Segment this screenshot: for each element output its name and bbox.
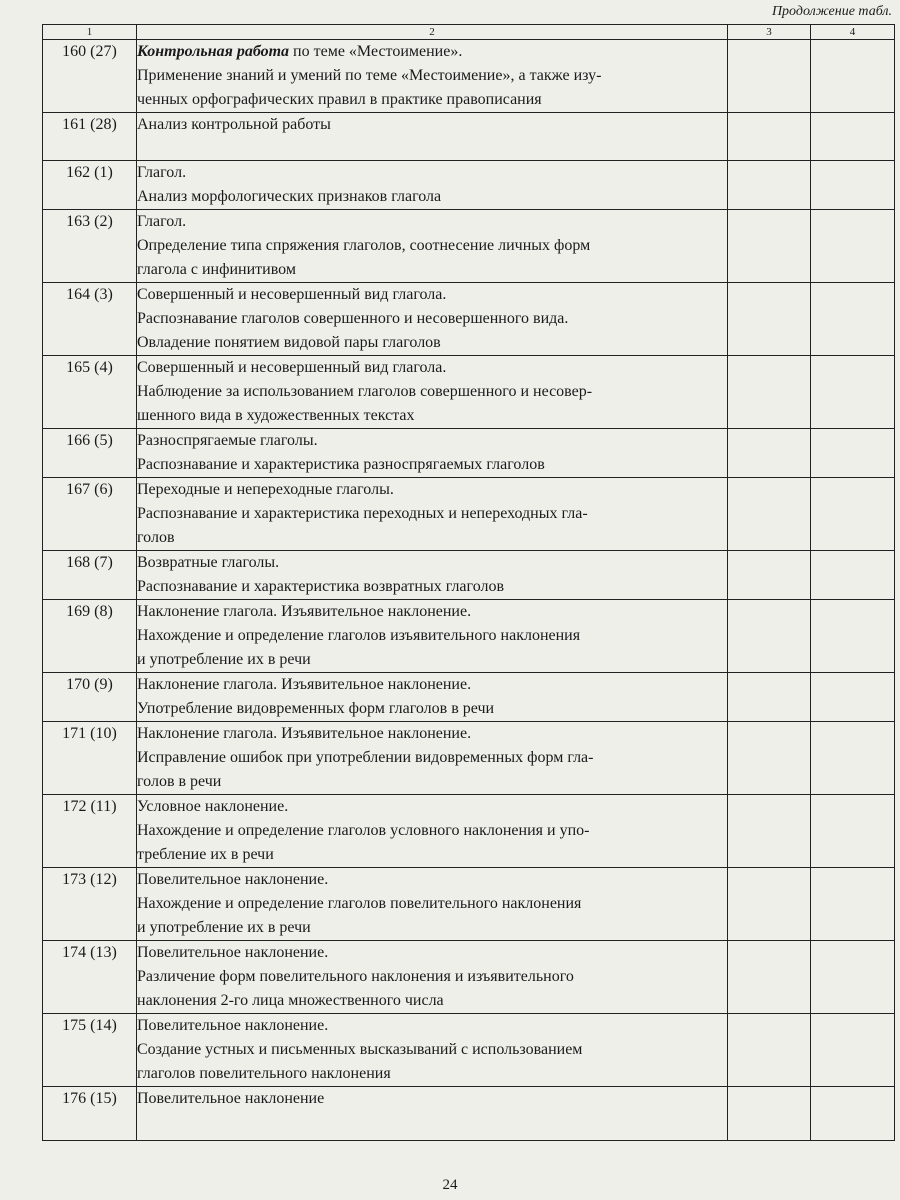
lesson-topic-line: Распознавание и характеристика переходных и непереходных гла- xyxy=(137,505,588,522)
table-row xyxy=(43,941,895,1014)
table-row xyxy=(43,1014,895,1087)
empty-col4-cell xyxy=(811,283,895,356)
lesson-topic-line: требление их в речи xyxy=(137,846,274,863)
empty-col3-cell xyxy=(728,161,811,210)
lesson-number: 175 (14) xyxy=(43,1014,137,1087)
lesson-topic-line: Переходные и непереходные глаголы. xyxy=(137,481,394,498)
table-row xyxy=(43,795,895,868)
lesson-topic-line: Распознавание и характеристика разноспрягаемых глаголов xyxy=(137,456,545,473)
lesson-number: 172 (11) xyxy=(43,795,137,868)
lesson-topic-line: глагола с инфинитивом xyxy=(137,261,296,278)
lesson-number: 173 (12) xyxy=(43,868,137,941)
empty-col4-cell xyxy=(811,478,895,551)
lesson-plan-table xyxy=(42,24,895,1141)
lesson-topic-line: Овладение понятием видовой пары глаголов xyxy=(137,334,441,351)
lesson-topic-line: ченных орфографических правил в практике правописания xyxy=(137,91,542,108)
lesson-type-label: Контрольная работа xyxy=(137,43,290,60)
lesson-topic-line: Возвратные глаголы. xyxy=(137,554,280,571)
lesson-number: 169 (8) xyxy=(43,600,137,673)
empty-col4-cell xyxy=(811,161,895,210)
lesson-topic-line: Анализ контрольной работы xyxy=(137,116,331,133)
lesson-topic-line: голов в речи xyxy=(137,773,222,790)
lesson-number: 167 (6) xyxy=(43,478,137,551)
lesson-topic xyxy=(137,551,728,600)
lesson-topic-line: Исправление ошибок при употреблении видовременных форм гла- xyxy=(137,749,594,766)
lesson-topic xyxy=(137,283,728,356)
lesson-topic xyxy=(137,1087,728,1141)
empty-col3-cell xyxy=(728,429,811,478)
table-row xyxy=(43,600,895,673)
empty-col4-cell xyxy=(811,356,895,429)
lesson-number: 164 (3) xyxy=(43,283,137,356)
table-row xyxy=(43,210,895,283)
lesson-topic-line: Различение форм повелительного наклонения и изъявительного xyxy=(137,968,574,985)
lesson-number: 171 (10) xyxy=(43,722,137,795)
lesson-topic-line: Наблюдение за использованием глаголов совершенного и несовер- xyxy=(137,383,593,400)
lesson-topic xyxy=(137,722,728,795)
lesson-topic-line: Определение типа спряжения глаголов, соотнесение личных форм xyxy=(137,237,591,254)
empty-col4-cell xyxy=(811,941,895,1014)
lesson-topic-line: Нахождение и определение глаголов изъявительного наклонения xyxy=(137,627,581,644)
lesson-topic-line: Глагол. xyxy=(137,164,187,181)
table-row xyxy=(43,161,895,210)
empty-col3-cell xyxy=(728,673,811,722)
empty-col3-cell xyxy=(728,795,811,868)
lesson-topic xyxy=(137,1014,728,1087)
lesson-topic xyxy=(137,941,728,1014)
lesson-topic-line xyxy=(137,40,727,64)
table-row xyxy=(43,356,895,429)
lesson-topic-line: Применение знаний и умений по теме «Местоимение», а также изу- xyxy=(137,67,602,84)
empty-col4-cell xyxy=(811,1087,895,1141)
lesson-topic-line: Наклонение глагола. Изъявительное наклонение. xyxy=(137,676,472,693)
lesson-topic-line: наклонения 2-го лица множественного числа xyxy=(137,992,444,1009)
empty-col4-cell xyxy=(811,868,895,941)
page-number: 24 xyxy=(442,1177,458,1193)
lesson-topic-line: Создание устных и письменных высказываний с использованием xyxy=(137,1041,583,1058)
table-row xyxy=(43,429,895,478)
empty-col4-cell xyxy=(811,673,895,722)
table-row xyxy=(43,673,895,722)
empty-col4-cell xyxy=(811,40,895,113)
lesson-topic-line: Повелительное наклонение xyxy=(137,1090,325,1107)
empty-col3-cell xyxy=(728,551,811,600)
table-row xyxy=(43,722,895,795)
empty-col3-cell xyxy=(728,1014,811,1087)
lesson-topic xyxy=(137,210,728,283)
lesson-topic-line: Распознавание глаголов совершенного и несовершенного вида. xyxy=(137,310,569,327)
lesson-number: 166 (5) xyxy=(43,429,137,478)
lesson-number: 165 (4) xyxy=(43,356,137,429)
lesson-topic-line: Нахождение и определение глаголов повелительного наклонения xyxy=(137,895,582,912)
lesson-topic-line: Наклонение глагола. Изъявительное наклонение. xyxy=(137,725,472,742)
empty-col3-cell xyxy=(728,722,811,795)
empty-col4-cell xyxy=(811,600,895,673)
column-header-4: 4 xyxy=(811,25,895,40)
table-row xyxy=(43,868,895,941)
empty-col4-cell xyxy=(811,722,895,795)
lesson-topic-line: голов xyxy=(137,529,175,546)
lesson-topic-line: Повелительное наклонение. xyxy=(137,871,329,888)
lesson-topic-line: Условное наклонение. xyxy=(137,798,289,815)
empty-col3-cell xyxy=(728,356,811,429)
lesson-topic-line: Употребление видовременных форм глаголов в речи xyxy=(137,700,495,717)
lesson-topic xyxy=(137,868,728,941)
lesson-topic-line: Нахождение и определение глаголов условного наклонения и упо- xyxy=(137,822,590,839)
empty-col3-cell xyxy=(728,283,811,356)
lesson-topic-line: Анализ морфологических признаков глагола xyxy=(137,188,442,205)
lesson-topic xyxy=(137,795,728,868)
table-row xyxy=(43,40,895,113)
table-row xyxy=(43,1087,895,1141)
lesson-topic-line: Совершенный и несовершенный вид глагола. xyxy=(137,286,447,303)
lesson-topic-line: Распознавание и характеристика возвратных глаголов xyxy=(137,578,505,595)
empty-col4-cell xyxy=(811,1014,895,1087)
lesson-topic-line: и употребление их в речи xyxy=(137,919,311,936)
empty-col3-cell xyxy=(728,868,811,941)
lesson-number: 170 (9) xyxy=(43,673,137,722)
lesson-topic xyxy=(137,429,728,478)
lesson-number: 163 (2) xyxy=(43,210,137,283)
lesson-topic-line: Повелительное наклонение. xyxy=(137,944,329,961)
empty-col4-cell xyxy=(811,210,895,283)
lesson-topic-line: Совершенный и несовершенный вид глагола. xyxy=(137,359,447,376)
lesson-topic xyxy=(137,673,728,722)
lesson-number: 176 (15) xyxy=(43,1087,137,1141)
table-row xyxy=(43,551,895,600)
lesson-number: 168 (7) xyxy=(43,551,137,600)
empty-col3-cell xyxy=(728,113,811,161)
lesson-number: 161 (28) xyxy=(43,113,137,161)
lesson-number: 174 (13) xyxy=(43,941,137,1014)
table-row xyxy=(43,283,895,356)
empty-col3-cell xyxy=(728,478,811,551)
lesson-topic xyxy=(137,161,728,210)
lesson-topic xyxy=(137,113,728,161)
lesson-topic-line: шенного вида в художественных текстах xyxy=(137,407,415,424)
empty-col4-cell xyxy=(811,113,895,161)
empty-col3-cell xyxy=(728,600,811,673)
lesson-topic-text: по теме «Местоимение». xyxy=(293,43,463,60)
column-header-1: 1 xyxy=(43,25,137,40)
lesson-number: 160 (27) xyxy=(43,40,137,113)
column-number-row xyxy=(43,25,895,40)
empty-col4-cell xyxy=(811,429,895,478)
empty-col4-cell xyxy=(811,795,895,868)
lesson-topic-line: Наклонение глагола. Изъявительное наклонение. xyxy=(137,603,472,620)
empty-col3-cell xyxy=(728,40,811,113)
lesson-topic xyxy=(137,478,728,551)
lesson-topic-line: Повелительное наклонение. xyxy=(137,1017,329,1034)
lesson-topic xyxy=(137,600,728,673)
empty-col4-cell xyxy=(811,551,895,600)
lesson-number: 162 (1) xyxy=(43,161,137,210)
empty-col3-cell xyxy=(728,941,811,1014)
column-header-3: 3 xyxy=(728,25,811,40)
table-row xyxy=(43,478,895,551)
lesson-topic-line: глаголов повелительного наклонения xyxy=(137,1065,391,1082)
lesson-topic xyxy=(137,356,728,429)
column-header-2: 2 xyxy=(137,25,728,40)
lesson-topic-line: Разноспрягаемые глаголы. xyxy=(137,432,318,449)
empty-col3-cell xyxy=(728,1087,811,1141)
lesson-topic-line: Глагол. xyxy=(137,213,187,230)
table-continuation-label: Продолжение табл. xyxy=(771,4,892,19)
table-row xyxy=(43,113,895,161)
empty-col3-cell xyxy=(728,210,811,283)
lesson-topic xyxy=(137,40,728,113)
lesson-topic-line: и употребление их в речи xyxy=(137,651,311,668)
